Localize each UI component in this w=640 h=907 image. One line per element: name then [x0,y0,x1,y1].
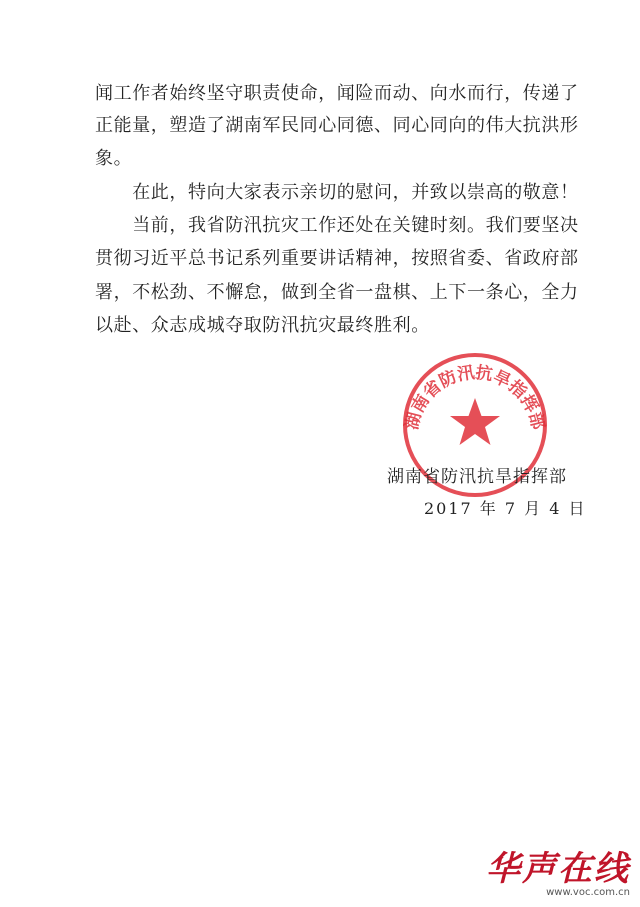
body-line: 署，不松劲、不懈怠，做到全省一盘棋、上下一条心，全力 [95,282,579,303]
body-line: 闻工作者始终坚守职责使命，闻险而动、向水而行，传递了 [95,83,579,104]
body-line: 以赴、众志成城夺取防汛抗灾最终胜利。 [95,315,430,336]
body-line: 在此，特向大家表示亲切的慰问，并致以崇高的敬意！ [95,182,579,203]
site-watermark-logo [486,851,630,899]
watermark-name: 华声在线 [486,849,630,889]
signature-organization: 湖南省防汛抗旱指挥部 [387,467,567,487]
star-icon [450,398,500,445]
watermark-url: www.voc.com.cn [546,887,630,898]
body-line: 贯彻习近平总书记系列重要讲话精神，按照省委、省政府部 [95,248,579,269]
seal-text: 湖南省防汛抗旱指挥部 [402,362,548,432]
signature-date: 2017 年 7 月 4 日 [424,499,587,518]
body-line: 象。 [95,148,133,169]
body-line: 当前，我省防汛抗灾工作还处在关键时刻。我们要坚决 [95,215,579,236]
body-line: 正能量，塑造了湖南军民同心同德、同心同向的伟大抗洪形 [95,115,579,136]
